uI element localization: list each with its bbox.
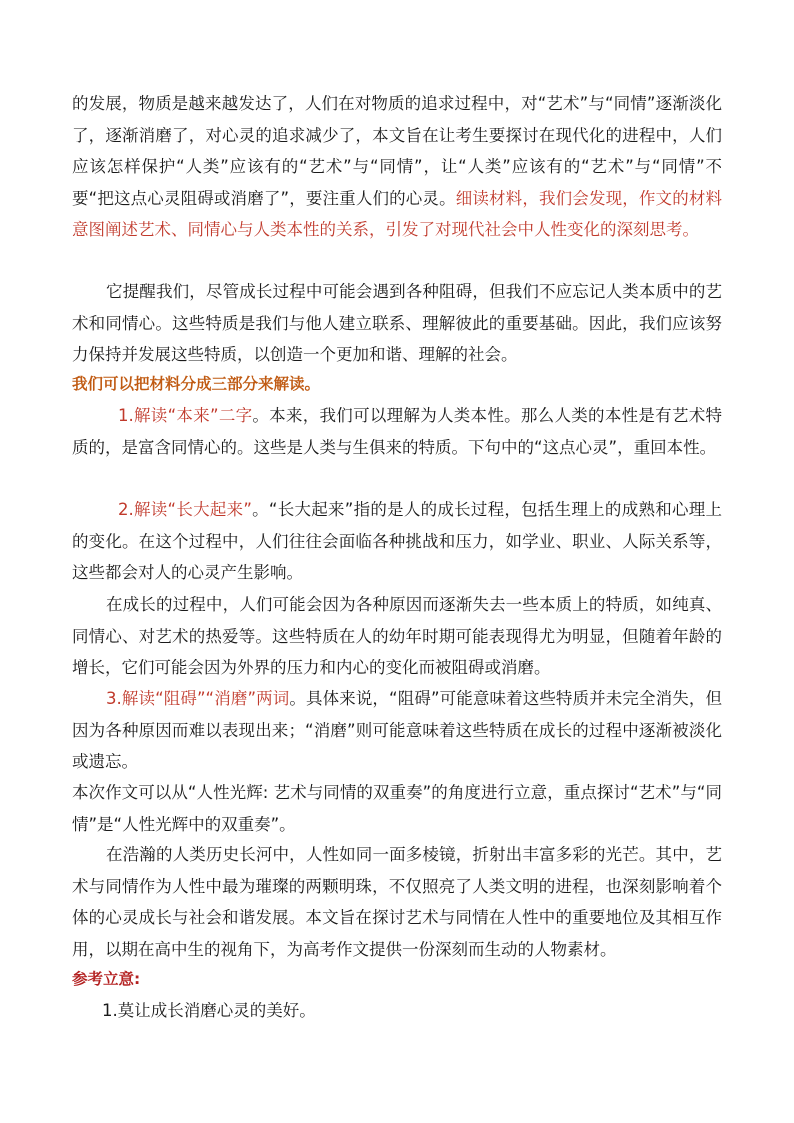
item-3-label: 3.解读“阻碍”“消磨”两词 (106, 689, 290, 708)
paragraph-thesis: 本次作文可以从“人性光辉: 艺术与同情的双重奏”的角度进行立意，重点探讨“艺术”与“同情”是“人性光辉中的双重奏”。 (72, 783, 722, 834)
item-3 (72, 683, 722, 778)
item-1-label: 1.解读“本来”二字 (118, 406, 253, 425)
section-heading-three-parts: 我们可以把材料分成三部分来解读。 (72, 375, 321, 393)
item-3-text: 。具体来说，“阻碍”可能意味着这些特质并未完全消失，但因为各种原因而难以表现出来；“消磨”则可能意味着这些特质在成长的过程中逐渐被淡化或遗忘。 (72, 689, 722, 771)
paragraph-intro-text: 的发展，物质是越来越发达了，人们在对物质的追求过程中，对“艺术”与“同情”逐渐淡化了，逐渐消磨了，对心灵的追求减少了，本文旨在让考生要探讨在现代化的进程中，人们应该怎样保护“人类”应该有的“艺术”与“同情”，让“人类”应该有的“艺术”与“同情”不要“把这点心灵阻碍或消磨了”，要注重人们的心灵。 (72, 94, 722, 208)
item-2 (72, 494, 722, 589)
paragraph-growth: 在成长的过程中，人们可能会因为各种原因而逐渐失去一些本质上的特质，如纯真、同情心、对艺术的热爱等。这些特质在人的幼年时期可能表现得尤为明显，但随着年龄的增长，它们可能会因为外界的压力和内心的变化而被阻碍或消磨。 (72, 595, 722, 677)
paragraph-history: 在浩瀚的人类历史长河中，人性如同一面多棱镜，折射出丰富多彩的光芒。其中，艺术与同情作为人性中最为璀璨的两颗明珠，不仅照亮了人类文明的进程，也深刻影响着个体的心灵成长与社会和谐发展。本文旨在探讨艺术与同情在人性中的重要地位及其相互作用，以期在高中生的视角下，为高考作文提供一份深刻而生动的人物素材。 (72, 845, 722, 959)
section-heading-reference: 参考立意: (72, 970, 141, 988)
paragraph-reminder: 它提醒我们，尽管成长过程中可能会遇到各种阻碍，但我们不应忘记人类本质中的艺术和同情心。这些特质是我们与他人建立联系、理解彼此的重要基础。因此，我们应该努力保持并发展这些特质，以创造一个更加和谐、理解的社会。 (72, 282, 722, 364)
paragraph-intro (72, 88, 722, 246)
paragraph-intro-highlight: 细读材料，我们会发现，作文的材料意图阐述艺术、同情心与人类本性的关系，引发了对现代社会中人性变化的深刻思考。 (72, 188, 723, 239)
item-2-text: 。“长大起来”指的是人的成长过程，包括生理上的成熟和心理上的变化。在这个过程中，人们往往会面临各种挑战和压力，如学业、职业、人际关系等，这些都会对人的心灵产生影响。 (72, 500, 722, 582)
item-1-text: 。本来，我们可以理解为人类本性。那么人类的本性是有艺术特质的，是富含同情心的。这些是人类与生俱来的特质。下句中的“这点心灵”，重回本性。 (72, 406, 723, 457)
item-1 (72, 400, 722, 463)
item-2-label: 2.解读“长大起来” (118, 500, 252, 519)
reference-item-1: 1.莫让成长消磨心灵的美好。 (102, 1001, 316, 1020)
